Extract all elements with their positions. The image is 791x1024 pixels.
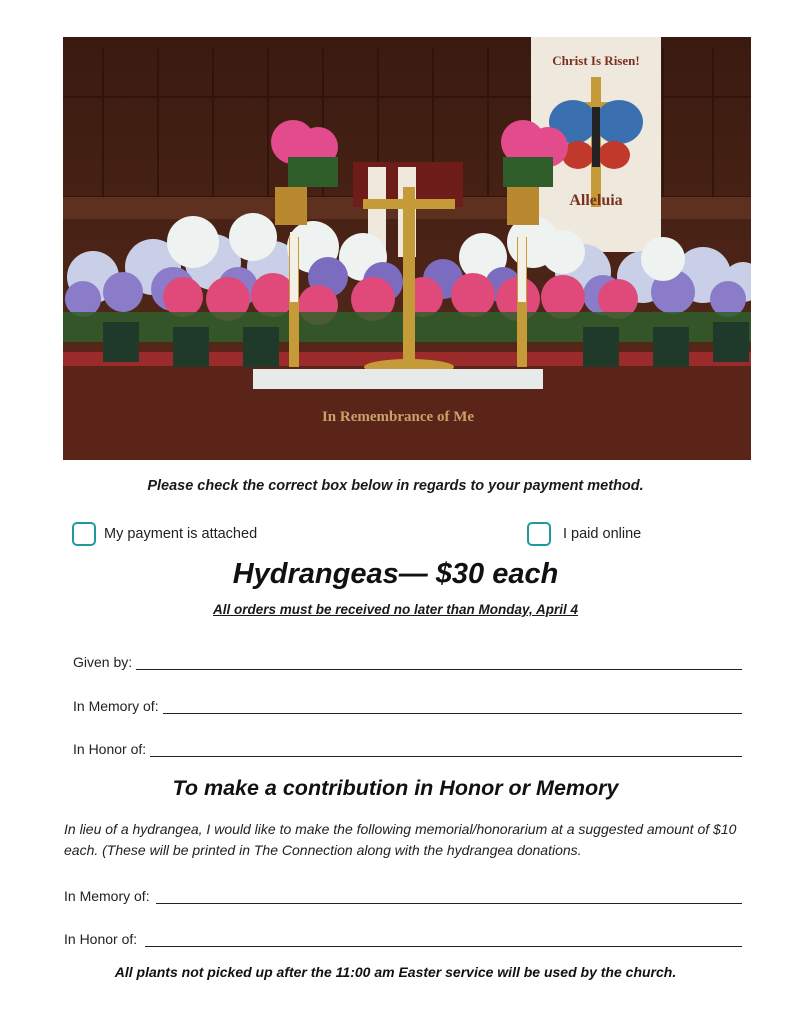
contribution-text: In lieu of a hydrangea, I would like to make the following memorial/honorarium at a suggested amount of $10 each. (These will be printed in The Connection along with the hydrangea donations. <box>64 821 737 858</box>
page-title: Hydrangeas— $30 each <box>232 558 559 590</box>
order-deadline: All orders must be received no later than Monday, April 4 <box>212 602 579 617</box>
field-label: Given by: <box>73 654 133 670</box>
contribution-memory-line[interactable] <box>156 889 742 904</box>
in-honor-line[interactable] <box>150 742 742 757</box>
payment-option-online[interactable] <box>527 519 641 549</box>
sanctuary-illustration <box>63 37 751 460</box>
field-label: In Honor of: <box>73 741 147 757</box>
checkbox[interactable] <box>72 522 96 546</box>
payment-instruction: Please check the correct box below in regards to your payment method. <box>147 478 644 494</box>
contribution-honor-line[interactable] <box>145 932 742 947</box>
in-honor-field[interactable] <box>73 737 742 757</box>
payment-option-label: My payment is attached <box>104 526 258 542</box>
field-label: In Memory of: <box>73 698 159 714</box>
contribution-honor-field[interactable] <box>64 927 742 947</box>
given-by-field[interactable] <box>73 650 742 670</box>
contribution-heading: To make a contribution in Honor or Memory <box>172 776 619 800</box>
pickup-notice: All plants not picked up after the 11:00 am Easter service will be used by the church. <box>114 964 677 980</box>
banner-bottom-text: Alleluia <box>569 192 623 209</box>
field-label: In Honor of: <box>64 931 138 947</box>
payment-option-label: I paid online <box>563 526 642 542</box>
given-by-line[interactable] <box>136 655 742 670</box>
checkbox[interactable] <box>527 522 551 546</box>
in-memory-line[interactable] <box>163 699 742 714</box>
field-label: In Memory of: <box>64 888 150 904</box>
contribution-memory-field[interactable] <box>64 884 742 904</box>
sanctuary-photo <box>63 37 751 460</box>
banner-top-text: Christ Is Risen! <box>552 53 640 68</box>
payment-option-attached[interactable] <box>72 519 257 549</box>
altar-inscription: In Remembrance of Me <box>321 409 475 425</box>
in-memory-field[interactable] <box>73 694 742 714</box>
